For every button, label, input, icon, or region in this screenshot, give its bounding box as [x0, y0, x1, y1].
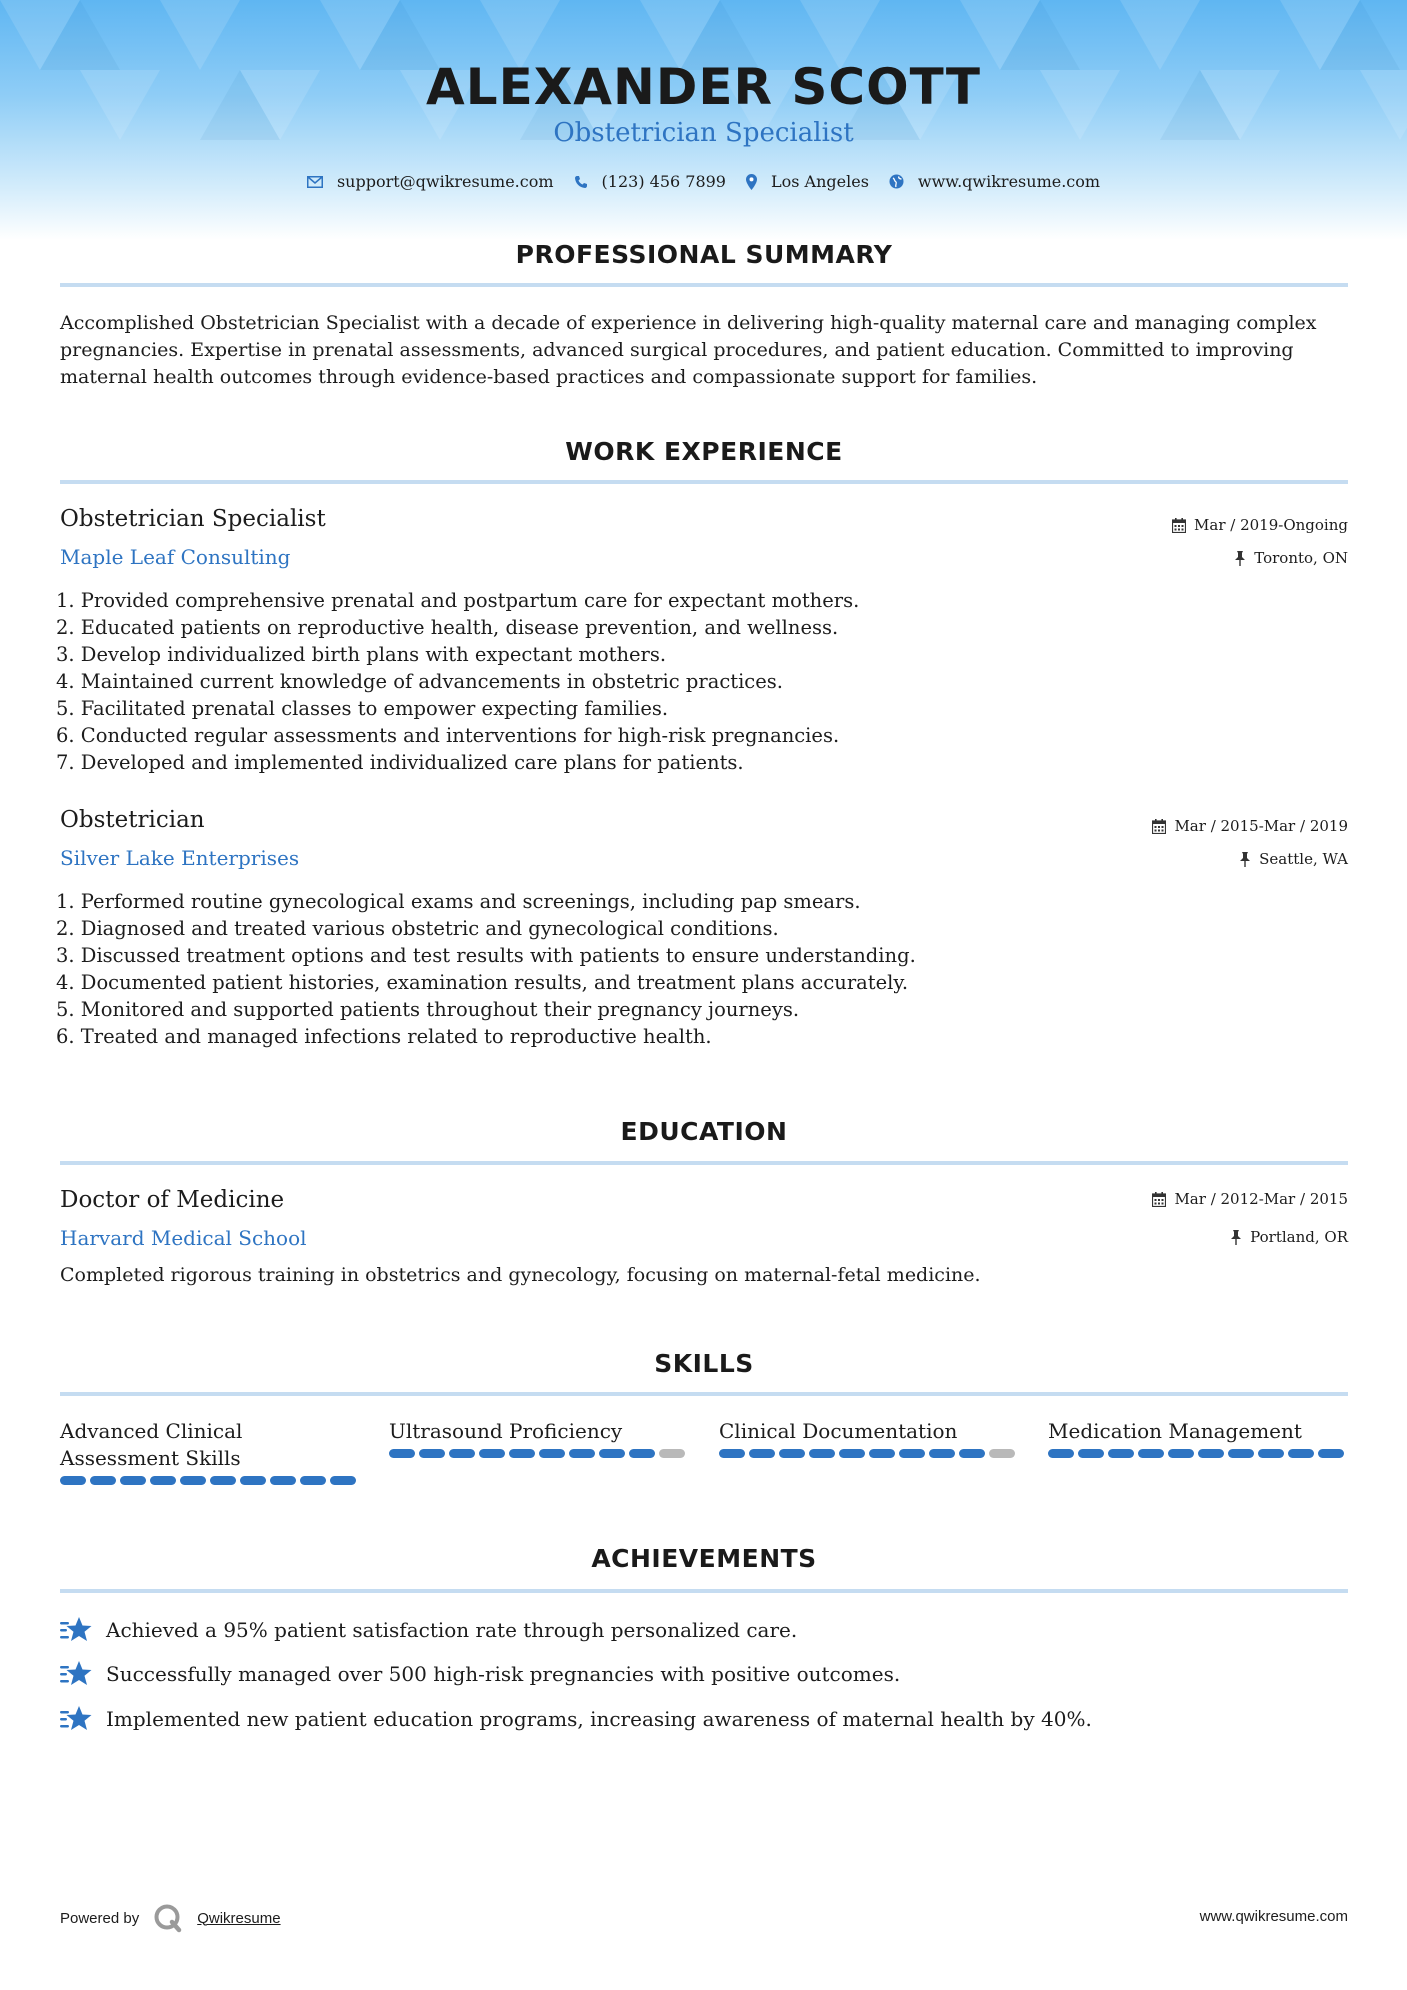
achievement-text: Successfully managed over 500 high-risk pregnancies with positive outcomes. — [106, 1662, 901, 1686]
job-company: Maple Leaf Consulting — [60, 545, 291, 569]
phone-icon — [574, 175, 588, 189]
experience-heading: WORK EXPERIENCE — [565, 437, 843, 466]
skill-dot-filled — [330, 1476, 356, 1485]
skill-name: Clinical Documentation — [719, 1419, 958, 1443]
skill-dot-filled — [419, 1449, 445, 1458]
skill-dot-filled — [1318, 1449, 1344, 1458]
skill-dot-filled — [389, 1449, 415, 1458]
summary-text: Accomplished Obstetrician Specialist with a decade of experience in delivering high-quality maternal care and managing complex pregnancies. Expertise in prenatal assessments, advanced surgical procedures, and patient education. Committed to improving maternal health outcomes through evidence-based practices and compassionate support for families. — [60, 312, 1317, 388]
skill-dot-filled — [270, 1476, 296, 1485]
duty-item: 2. Educated patients on reproductive health, disease prevention, and wellness. — [56, 616, 839, 639]
duty-item: 3. Discussed treatment options and test results with patients to ensure understanding. — [56, 944, 916, 967]
education-description: Completed rigorous training in obstetrics and gynecology, focusing on maternal-fetal medicine. — [60, 1264, 981, 1286]
contact-website[interactable] — [889, 172, 1100, 191]
calendar-icon — [1172, 518, 1186, 533]
skill-dot-filled — [899, 1449, 925, 1458]
skill-dot-filled — [719, 1449, 745, 1458]
skill-dot-filled — [869, 1449, 895, 1458]
powered-by-label: Powered by — [60, 1909, 140, 1927]
duty-item: 6. Treated and managed infections related to reproductive health. — [56, 1025, 712, 1048]
duty-item: 1. Performed routine gynecological exams and screenings, including pap smears. — [56, 890, 861, 913]
skill-item — [389, 1418, 689, 1458]
skill-dot-filled — [749, 1449, 775, 1458]
job-location — [1239, 850, 1348, 868]
job-dates-text: Mar / 2015-Mar / 2019 — [1174, 817, 1348, 835]
duty-item: 6. Conducted regular assessments and interventions for high-risk pregnancies. — [56, 724, 840, 747]
skill-dot-filled — [599, 1449, 625, 1458]
globe-icon — [889, 174, 904, 189]
achievement-text: Achieved a 95% patient satisfaction rate through personalized care. — [106, 1618, 798, 1642]
footer-branding — [60, 1903, 281, 1933]
contact-bar — [0, 172, 1407, 191]
achievements-divider — [60, 1589, 1348, 1593]
skill-dot-filled — [90, 1476, 116, 1485]
skill-item — [1048, 1418, 1348, 1458]
contact-location — [746, 172, 869, 191]
achievement-item — [60, 1616, 797, 1644]
skill-dot-filled — [120, 1476, 146, 1485]
skill-dot-filled — [60, 1476, 86, 1485]
achievement-text: Implemented new patient education programs, increasing awareness of maternal health by 40%. — [106, 1707, 1092, 1731]
skill-name: Medication Management — [1048, 1419, 1302, 1443]
education-divider — [60, 1161, 1348, 1165]
skill-rating — [1048, 1449, 1348, 1458]
skill-rating — [60, 1476, 360, 1485]
pushpin-icon — [1230, 1230, 1242, 1245]
skill-dot-filled — [509, 1449, 535, 1458]
summary-divider — [60, 283, 1348, 287]
job-dates-text: Mar / 2019-Ongoing — [1194, 516, 1348, 534]
skill-dot-filled — [1288, 1449, 1314, 1458]
duty-item: 7. Developed and implemented individualized care plans for patients. — [56, 751, 744, 774]
duty-item: 1. Provided comprehensive prenatal and postpartum care for expectant mothers. — [56, 589, 860, 612]
candidate-name: ALEXANDER SCOTT — [426, 58, 981, 116]
duty-item: 4. Maintained current knowledge of advancements in obstetric practices. — [56, 670, 783, 693]
contact-email[interactable] — [307, 172, 554, 191]
map-marker-icon — [746, 174, 757, 190]
job-duties-list — [56, 888, 1256, 1050]
job-location-text: Toronto, ON — [1254, 549, 1348, 567]
candidate-title: Obstetrician Specialist — [553, 118, 854, 148]
skill-dot-filled — [449, 1449, 475, 1458]
qwikresume-link[interactable]: Qwikresume — [197, 1909, 281, 1927]
skill-dot-filled — [240, 1476, 266, 1485]
job-title: Obstetrician — [60, 807, 205, 833]
skill-dot-empty — [659, 1449, 685, 1458]
skill-dot-filled — [1198, 1449, 1224, 1458]
duty-item: 4. Documented patient histories, examination results, and treatment plans accurately. — [56, 971, 909, 994]
education-location — [1230, 1228, 1348, 1246]
achievements-heading: ACHIEVEMENTS — [591, 1544, 817, 1573]
skill-dot-filled — [929, 1449, 955, 1458]
skill-dot-filled — [629, 1449, 655, 1458]
duty-item: 5. Facilitated prenatal classes to empower expecting families. — [56, 697, 669, 720]
job-duties-list — [56, 587, 1256, 776]
qwikresume-logo-icon — [153, 1903, 183, 1933]
contact-phone[interactable] — [574, 172, 726, 191]
job-location-text: Seattle, WA — [1259, 850, 1348, 868]
duty-item: 3. Develop individualized birth plans with expectant mothers. — [56, 643, 667, 666]
education-location-text: Portland, OR — [1250, 1228, 1348, 1246]
skill-dot-filled — [959, 1449, 985, 1458]
skill-dot-filled — [839, 1449, 865, 1458]
envelope-icon — [307, 176, 323, 188]
degree-title: Doctor of Medicine — [60, 1187, 285, 1213]
job-company: Silver Lake Enterprises — [60, 846, 300, 870]
location-text: Los Angeles — [770, 172, 869, 191]
job-title: Obstetrician Specialist — [60, 506, 326, 532]
skill-rating — [719, 1449, 1019, 1458]
pushpin-icon — [1234, 551, 1246, 566]
skill-dot-empty — [989, 1449, 1015, 1458]
skill-item — [719, 1418, 1019, 1458]
duty-item: 2. Diagnosed and treated various obstetric and gynecological conditions. — [56, 917, 779, 940]
experience-divider — [60, 480, 1348, 484]
education-dates-text: Mar / 2012-Mar / 2015 — [1174, 1190, 1348, 1208]
skill-dot-filled — [539, 1449, 565, 1458]
skill-dot-filled — [300, 1476, 326, 1485]
skill-dot-filled — [210, 1476, 236, 1485]
skill-item — [60, 1418, 360, 1485]
achievement-item — [60, 1705, 1092, 1733]
skill-dot-filled — [1228, 1449, 1254, 1458]
pushpin-icon — [1239, 852, 1251, 867]
job-dates — [1172, 516, 1348, 534]
summary-heading: PROFESSIONAL SUMMARY — [515, 240, 893, 269]
skill-dot-filled — [1048, 1449, 1074, 1458]
skill-dot-filled — [569, 1449, 595, 1458]
skills-heading: SKILLS — [654, 1349, 754, 1378]
education-heading: EDUCATION — [620, 1117, 788, 1146]
calendar-icon — [1152, 819, 1166, 834]
skill-dot-filled — [1108, 1449, 1134, 1458]
skill-dot-filled — [1138, 1449, 1164, 1458]
skill-dot-filled — [479, 1449, 505, 1458]
skill-name: Ultrasound Proficiency — [389, 1419, 623, 1443]
phone-text: (123) 456 7899 — [601, 172, 726, 191]
job-dates — [1152, 817, 1348, 835]
skill-dot-filled — [180, 1476, 206, 1485]
skills-divider — [60, 1392, 1348, 1396]
star-icon — [60, 1705, 92, 1733]
skill-dot-filled — [150, 1476, 176, 1485]
school-name: Harvard Medical School — [60, 1226, 307, 1250]
skill-dot-filled — [1168, 1449, 1194, 1458]
skill-name: Advanced Clinical Assessment Skills — [60, 1419, 243, 1470]
job-location — [1234, 549, 1348, 567]
email-text: support@qwikresume.com — [336, 172, 554, 191]
skill-dot-filled — [1258, 1449, 1284, 1458]
calendar-icon — [1152, 1192, 1166, 1207]
footer-website[interactable]: www.qwikresume.com — [1199, 1908, 1348, 1925]
star-icon — [60, 1660, 92, 1688]
star-icon — [60, 1616, 92, 1644]
achievement-item — [60, 1660, 900, 1688]
education-dates — [1152, 1190, 1348, 1208]
skill-dot-filled — [1078, 1449, 1104, 1458]
skill-dot-filled — [779, 1449, 805, 1458]
website-text: www.qwikresume.com — [917, 172, 1101, 191]
skill-dot-filled — [809, 1449, 835, 1458]
skill-rating — [389, 1449, 689, 1458]
duty-item: 5. Monitored and supported patients throughout their pregnancy journeys. — [56, 998, 800, 1021]
